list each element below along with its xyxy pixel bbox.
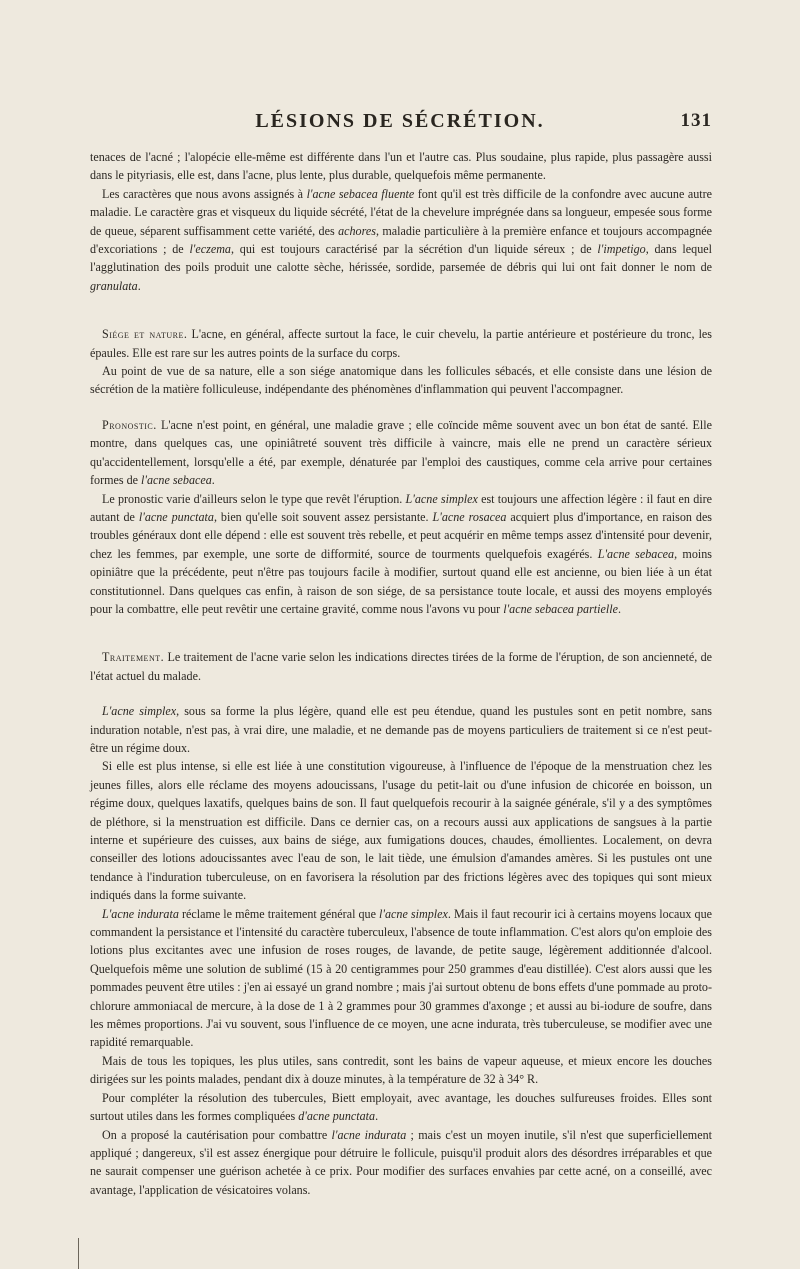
section-heading: Siége et nature. — [102, 327, 188, 342]
paragraph — [90, 702, 712, 757]
text-run: . Mais il faut recourir ici à certains moyens locaux que commandent la persistance et l'intensité du caractère tuberculeux, l'absence de toute inflammation. C'est alors qu'on emploie des lotions plus excitantes avec une infusion de roses rouges, de lavande, de petite sauge, légèrement additionnée d'alcool. Quelquefois même une solution de sublimé (15 à 20 centigrammes pour 250 grammes d'eau distillée). C'est alors aussi que les pommades peuvent être utiles : j'en ai essayé un grand nombre ; mais j'ai surtout obtenu de bons effets d'une pommade au proto-chlorure ammoniacal de mercure, à la dose de 1 à 2 grammes pour 30 grammes d'axonge ; et aussi au bi-iodure de soufre, dans les mêmes proportions. J'ai vu souvent, sous l'influence de ce moyen, une acne indurata, très tuberculeuse, se modifier avec une rapidité remarquable. — [90, 906, 712, 1050]
italic-term: L'acne rosacea — [432, 509, 507, 524]
italic-term: achores — [338, 223, 376, 238]
text-run: . — [137, 278, 141, 293]
paragraph-text: Si elle est plus intense, si elle est liée à une constitution vigoureuse, à l'influence de l'époque de la menstruation chez les jeunes filles, alors elle réclame des moyens adoucissans, l'usage du petit-lait ou d'une infusion de chicorée en boisson, un régime doux, quelques laxatifs, quelques bains de son. Il faut quelquefois recourir à la saignée générale, s'il y a des symptômes de pléthore, si la menstruation est difficile. Dans ce dernier cas, on a recours aussi aux applications de sangsues à la partie interne et supérieure des cuisses, aux bains de siége, aux fumigations douces, chaudes, émollientes. Localement, on devra conseiller des lotions adoucissantes avec l'eau de son, le lait tiède, une émulsion d'amandes amères. Si les pustules ont une tendance à l'induration tuberculeuse, on en favorisera la résolution par des frictions légères avec des topiques qui sont mieux indiqués dans la forme suivante. — [90, 759, 712, 903]
text-run: font qu'il est très difficile de la confondre avec aucune autre maladie. Le caractère gras et visqueux du liquide sécrété, l'état de la chevelure imprégnée dans sa longueur, empesée sous forme de queue, séparent suffisamment cette variété, des — [90, 186, 712, 238]
text-run: , bien qu'elle soit souvent assez persistante. — [213, 509, 433, 524]
text-run: . — [375, 1109, 379, 1124]
paragraph-text: Au point de vue de sa nature, elle a son siége anatomique dans les follicules sébacés, et elle consiste dans une lésion de sécrétion de la matière folliculeuse, indépendante des phénomènes d'inflammation qui peuvent l'accompagner. — [90, 364, 712, 397]
text-run: . — [617, 601, 622, 616]
paragraph — [90, 148, 712, 185]
paragraph — [90, 185, 712, 295]
text-run: , qui est toujours caractérisé par la sécrétion d'un liquide séreux ; de — [230, 242, 598, 257]
text-run: Le traitement de l'acne varie selon les indications directes tirées de la forme de l'éruption, de son ancienneté, de l'état actuel du malade. — [90, 650, 712, 683]
paragraph — [90, 648, 712, 685]
text-run: réclame le même traitement général que — [178, 906, 380, 921]
text-run: acquiert plus d'importance, en raison des troubles généraux dont elle dépend : elle est souvent très rebelle, et peut acquérir en même temps assez d'intensité pour devenir, chez les femmes, par exemple, une sorte de difformité, source de tourments quelquefois exagérés. — [90, 509, 713, 561]
text-run: Le pronostic varie d'ailleurs selon le type que revêt l'éruption. — [102, 491, 406, 506]
text-run: est toujours une affection légère : il faut en dire autant de — [90, 491, 712, 524]
paragraph-text: tenaces de l'acné ; l'alopécie elle-même est différente dans l'un et l'autre cas. Plus soudaine, plus rapide, plus passagère aussi dans le pityriasis, elle est, dans l'acne, plus lente, plus durable, quelquefois même permanente. — [90, 150, 712, 183]
italic-term: l'acne sebacea fluente — [306, 186, 415, 201]
section-heading: Traitement. — [102, 650, 165, 665]
paragraph — [90, 905, 712, 1052]
page-number: 131 — [680, 110, 712, 131]
italic-term: d'acne punctata — [298, 1109, 376, 1124]
italic-term: l'acne simplex — [379, 906, 448, 921]
text-run: L'acne, en général, affecte surtout la face, le cuir chevelu, la partie antérieure et postérieure du tronc, les épaules. Elle est rare sur les autres points de la surface du corps. — [90, 327, 713, 360]
text-run: ; mais c'est un moyen inutile, s'il n'est que superficiellement appliqué ; dangereux, s'il est assez énergique pour détruire le follicule, puisqu'il produit alors des désordres irréparables et que ne saurait compenser une guérison achetée à ce prix. Pour modifier des surfaces envahies par cette acné, on a conseillé, avec avantage, l'application de vésicatoires volans. — [90, 1127, 712, 1197]
italic-term: l'impetigo — [597, 242, 646, 257]
italic-term: granulata — [90, 278, 138, 293]
italic-term: l'acne punctata — [138, 509, 214, 524]
page-header — [88, 110, 712, 136]
paragraph-text: Mais de tous les topiques, les plus utiles, sans contredit, sont les bains de vapeur aqueuse, et mieux encore les douches dirigées sur les points malades, pendant dix à douze minutes, à la température de 32 à 34° R. — [90, 1053, 712, 1087]
text-run: Pour compléter la résolution des tubercules, Biett employait, avec avantage, les douches sulfureuses froides. Elles sont surtout utiles dans les formes compliquées — [90, 1090, 712, 1124]
italic-term: L'acne simplex — [102, 704, 177, 719]
text-run: , moins opiniâtre que la précédente, peut n'être pas toujours facile à modifier, surtout quand elle est ancienne, ou bien liée à un état constitutionnel. Dans quelques cas enfin, à raison de son siége, de sa persistance toute locale, et aussi des moyens employés pour la combattre, elle peut revêtir une certaine gravité, comme nous l'avons vu pour — [90, 546, 712, 616]
text-run: L'acne n'est point, en général, une maladie grave ; elle coïncide même souvent avec un bon état de santé. Elle montre, dans quelques cas, une opiniâtreté souvent très difficile à vaincre, mais elle ne prend un caractère sérieux qu'accidentellement, lorsqu'elle a été, par exemple, dénaturée par l'emploi des caustiques, comme cela arrive pour certaines formes de — [90, 417, 712, 488]
paragraph — [90, 362, 712, 399]
italic-term: L'acne sebacea — [597, 546, 675, 561]
text-run: , sous sa forme la plus légère, quand elle est peu étendue, quand les pustules sont en petit nombre, sans induration notable, n'est pas, à vrai dire, une maladie, et ne demande pas de moyens particuliers de traitement si ce n'est peut-être un régime doux. — [90, 704, 713, 755]
section-heading: Pronostic. — [102, 417, 157, 432]
page-body — [90, 148, 712, 1199]
margin-rule — [78, 1238, 79, 1269]
italic-term: l'acne indurata — [331, 1127, 407, 1142]
text-run: , dans lequel l'agglutination des poils produit une calotte sèche, hérissée, sordide, parsemée de débris qui lui ont fait donner le nom de — [90, 242, 712, 275]
paragraph — [90, 416, 712, 490]
text-run: , maladie particulière à la première enfance et toujours accompagnée d'excoriations ; de — [90, 223, 712, 257]
running-title: LÉSIONS DE SÉCRÉTION. — [255, 110, 545, 132]
italic-term: L'acne indurata — [102, 906, 179, 921]
paragraph — [90, 325, 712, 362]
italic-term: l'acne sebacea — [141, 473, 212, 488]
text-run: Les caractères que nous avons assignés à — [102, 186, 307, 201]
paragraph — [90, 490, 712, 619]
italic-term: l'acne sebacea partielle — [503, 601, 618, 616]
italic-term: L'acne simplex — [405, 491, 478, 506]
paragraph — [90, 1052, 712, 1089]
paragraph — [90, 1126, 712, 1200]
text-run: On a proposé la cautérisation pour combattre — [102, 1127, 332, 1142]
text-run: . — [211, 473, 215, 488]
paragraph — [90, 757, 712, 904]
paragraph — [90, 1089, 712, 1126]
italic-term: l'eczema — [189, 242, 231, 257]
